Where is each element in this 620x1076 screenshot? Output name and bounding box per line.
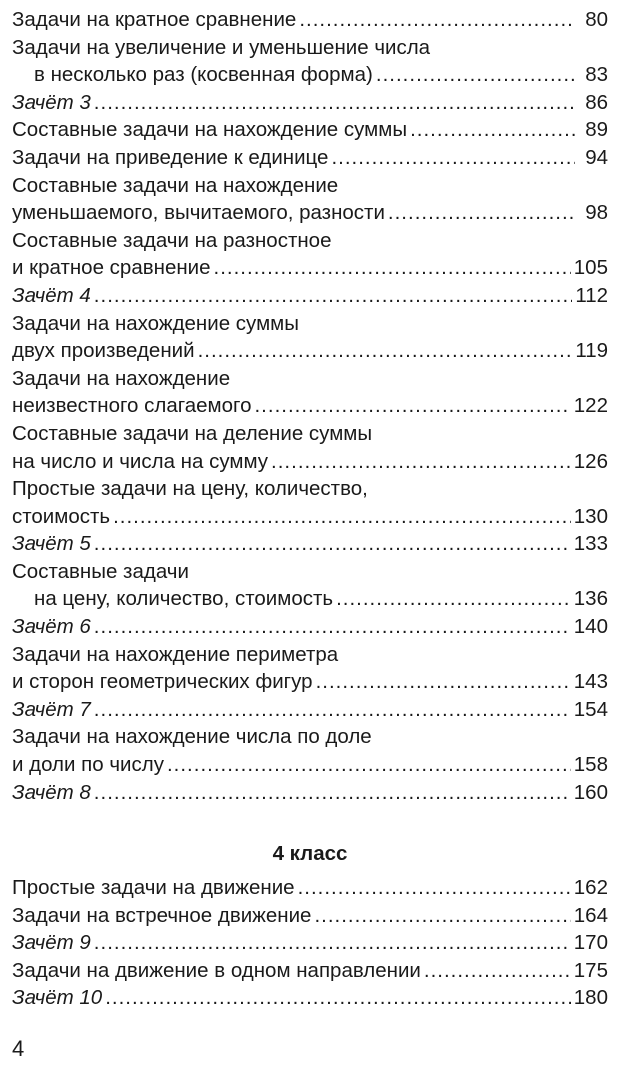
toc-entry <box>12 172 608 227</box>
toc-page-number: 175 <box>573 958 608 982</box>
toc-entry <box>12 144 608 172</box>
toc-entry-line-last <box>12 668 608 696</box>
toc-entry-line-last <box>12 929 608 957</box>
toc-dot-leader <box>94 779 571 807</box>
toc-page-number: 112 <box>575 283 608 307</box>
toc-page-number: 89 <box>585 118 608 142</box>
toc-entry-line-last <box>12 874 608 902</box>
toc-page-number: 94 <box>585 145 608 169</box>
toc-entry-title: уменьшаемого, вычитаемого, разности <box>12 201 385 225</box>
toc-entry-title: Зачёт 3 <box>12 90 91 114</box>
toc-entry-line-last <box>12 613 608 641</box>
toc-page-number: 119 <box>575 339 608 363</box>
toc-entry <box>12 929 608 957</box>
toc-entry-line-last <box>12 116 608 144</box>
toc-dot-leader <box>299 6 575 34</box>
toc-entry-line-last <box>12 696 608 724</box>
toc-entry <box>12 282 608 310</box>
toc-entry-title: Зачёт 6 <box>12 615 91 639</box>
toc-dot-leader <box>94 282 573 310</box>
toc-dot-leader <box>410 116 575 144</box>
toc-entry-line-last <box>12 779 608 807</box>
toc-page-number: 164 <box>573 903 608 927</box>
toc-entry-title: Зачёт 8 <box>12 780 91 804</box>
toc-entry-line-last <box>12 282 608 310</box>
toc-entry-line-last <box>12 392 608 420</box>
toc-entry-line-last <box>12 89 608 117</box>
toc-entry <box>12 558 608 613</box>
toc-dot-leader <box>271 448 571 476</box>
toc-page-number: 136 <box>573 587 608 611</box>
toc-entry <box>12 696 608 724</box>
toc-entry-line-last <box>12 337 608 365</box>
toc-entry-title: Зачёт 5 <box>12 532 91 556</box>
toc-list <box>12 6 608 806</box>
toc-dot-leader <box>94 89 575 117</box>
toc-page-number: 122 <box>573 394 608 418</box>
toc-entry-title: Задачи на увеличение и уменьшение числа <box>12 35 431 59</box>
toc-dot-leader <box>314 902 570 930</box>
toc-dot-leader <box>94 929 571 957</box>
toc-page-number: 180 <box>573 986 608 1010</box>
toc-entry <box>12 89 608 117</box>
page-number: 4 <box>12 1036 25 1061</box>
toc-entry-title: Зачёт 10 <box>12 986 103 1010</box>
toc-entry-line-last <box>12 503 608 531</box>
table-of-contents-grade-4 <box>12 874 608 1012</box>
toc-entry <box>12 984 608 1012</box>
toc-page-number: 130 <box>573 504 608 528</box>
toc-entry-line-last <box>12 984 608 1012</box>
toc-entry-title: и сторон геометрических фигур <box>12 670 313 694</box>
toc-entry-line-last <box>12 902 608 930</box>
toc-entry-line <box>12 172 608 200</box>
toc-entry <box>12 613 608 641</box>
toc-entry <box>12 475 608 530</box>
toc-page-number: 98 <box>585 201 608 225</box>
toc-entry-title: неизвестного слагаемого <box>12 394 252 418</box>
toc-dot-leader <box>94 530 571 558</box>
toc-entry-line-last <box>12 144 608 172</box>
toc-entry-line <box>12 310 608 338</box>
toc-entry-title: Составные задачи на нахождение <box>12 173 339 197</box>
toc-entry-line <box>12 558 608 586</box>
toc-dot-leader <box>94 613 571 641</box>
toc-entry-line-last <box>12 957 608 985</box>
toc-entry-title: двух произведений <box>12 339 195 363</box>
toc-entry-title: Зачёт 7 <box>12 697 91 721</box>
toc-entry-line-last <box>12 199 608 227</box>
toc-page-number: 158 <box>573 753 608 777</box>
toc-entry <box>12 902 608 930</box>
section-heading: 4 класс <box>272 842 348 865</box>
toc-entry-title: Составные задачи на деление суммы <box>12 421 373 445</box>
toc-entry <box>12 34 608 89</box>
toc-dot-leader <box>254 392 570 420</box>
toc-entry-title: Задачи на нахождение числа по доле <box>12 725 372 749</box>
toc-entry-line <box>12 34 608 62</box>
toc-entry-line-last <box>12 530 608 558</box>
toc-entry-line <box>12 723 608 751</box>
toc-entry-title: Задачи на нахождение суммы <box>12 311 299 335</box>
toc-entry <box>12 116 608 144</box>
toc-dot-leader <box>424 957 571 985</box>
toc-entry <box>12 530 608 558</box>
toc-entry-line <box>12 420 608 448</box>
toc-entry-title: Задачи на движение в одном направлении <box>12 958 421 982</box>
toc-dot-leader <box>105 984 571 1012</box>
toc-page-number: 126 <box>573 449 608 473</box>
toc-entry-line-last <box>12 585 608 613</box>
toc-entry-line-last <box>12 254 608 282</box>
toc-entry-line <box>12 475 608 503</box>
toc-dot-leader <box>94 696 571 724</box>
toc-entry <box>12 779 608 807</box>
toc-entry <box>12 420 608 475</box>
toc-entry-line <box>12 227 608 255</box>
toc-list <box>12 874 608 1012</box>
toc-entry <box>12 227 608 282</box>
toc-entry <box>12 641 608 696</box>
toc-entry-title: на цену, количество, стоимость <box>34 587 334 611</box>
toc-entry-title: Задачи на нахождение периметра <box>12 642 339 666</box>
toc-dot-leader <box>298 874 571 902</box>
toc-entry-line-last <box>12 6 608 34</box>
toc-entry-line <box>12 641 608 669</box>
toc-entry-title: Составные задачи <box>12 559 189 583</box>
toc-page-number: 162 <box>573 876 608 899</box>
toc-entry-title: в несколько раз (косвенная форма) <box>34 63 373 87</box>
toc-dot-leader <box>198 337 573 365</box>
toc-entry <box>12 874 608 902</box>
toc-entry-title: и доли по числу <box>12 753 164 777</box>
toc-page-number: 80 <box>585 8 608 31</box>
toc-dot-leader <box>113 503 571 531</box>
toc-entry-title: Простые задачи на цену, количество, <box>12 477 368 501</box>
toc-entry <box>12 365 608 420</box>
toc-entry-line <box>12 365 608 393</box>
toc-entry-title: Задачи на кратное сравнение <box>12 8 297 31</box>
toc-entry-title: Задачи на приведение к единице <box>12 145 329 169</box>
toc-page-number: 160 <box>573 780 608 804</box>
toc-entry <box>12 723 608 778</box>
toc-page-number: 143 <box>573 670 608 694</box>
toc-entry <box>12 310 608 365</box>
toc-page-number: 133 <box>573 532 608 556</box>
toc-entry-line-last <box>12 751 608 779</box>
toc-page-number: 154 <box>573 697 608 721</box>
toc-page-number: 140 <box>573 615 608 639</box>
toc-entry-line-last <box>12 61 608 89</box>
toc-dot-leader <box>336 585 571 613</box>
toc-entry-title: Простые задачи на движение <box>12 876 295 899</box>
toc-page-number: 170 <box>573 931 608 955</box>
toc-entry-title: Составные задачи на нахождение суммы <box>12 118 408 142</box>
toc-dot-leader <box>214 254 571 282</box>
toc-entry <box>12 957 608 985</box>
toc-entry-title: Зачёт 9 <box>12 931 91 955</box>
toc-entry-title: стоимость <box>12 504 111 528</box>
toc-entry-title: Задачи на нахождение <box>12 366 231 390</box>
toc-page-number: 83 <box>585 63 608 87</box>
toc-dot-leader <box>316 668 571 696</box>
toc-entry-title: Зачёт 4 <box>12 283 91 307</box>
toc-entry <box>12 6 608 34</box>
toc-entry-title: и кратное сравнение <box>12 256 211 280</box>
toc-page-number: 86 <box>585 90 608 114</box>
toc-dot-leader <box>388 199 575 227</box>
toc-entry-title: на число и числа на сумму <box>12 449 269 473</box>
toc-dot-leader <box>167 751 571 779</box>
toc-entry-title: Составные задачи на разностное <box>12 228 332 252</box>
toc-dot-leader <box>376 61 575 89</box>
table-of-contents <box>12 6 608 806</box>
toc-entry-line-last <box>12 448 608 476</box>
toc-page-number: 105 <box>573 256 608 280</box>
toc-dot-leader <box>331 144 575 172</box>
toc-entry-title: Задачи на встречное движение <box>12 903 312 927</box>
